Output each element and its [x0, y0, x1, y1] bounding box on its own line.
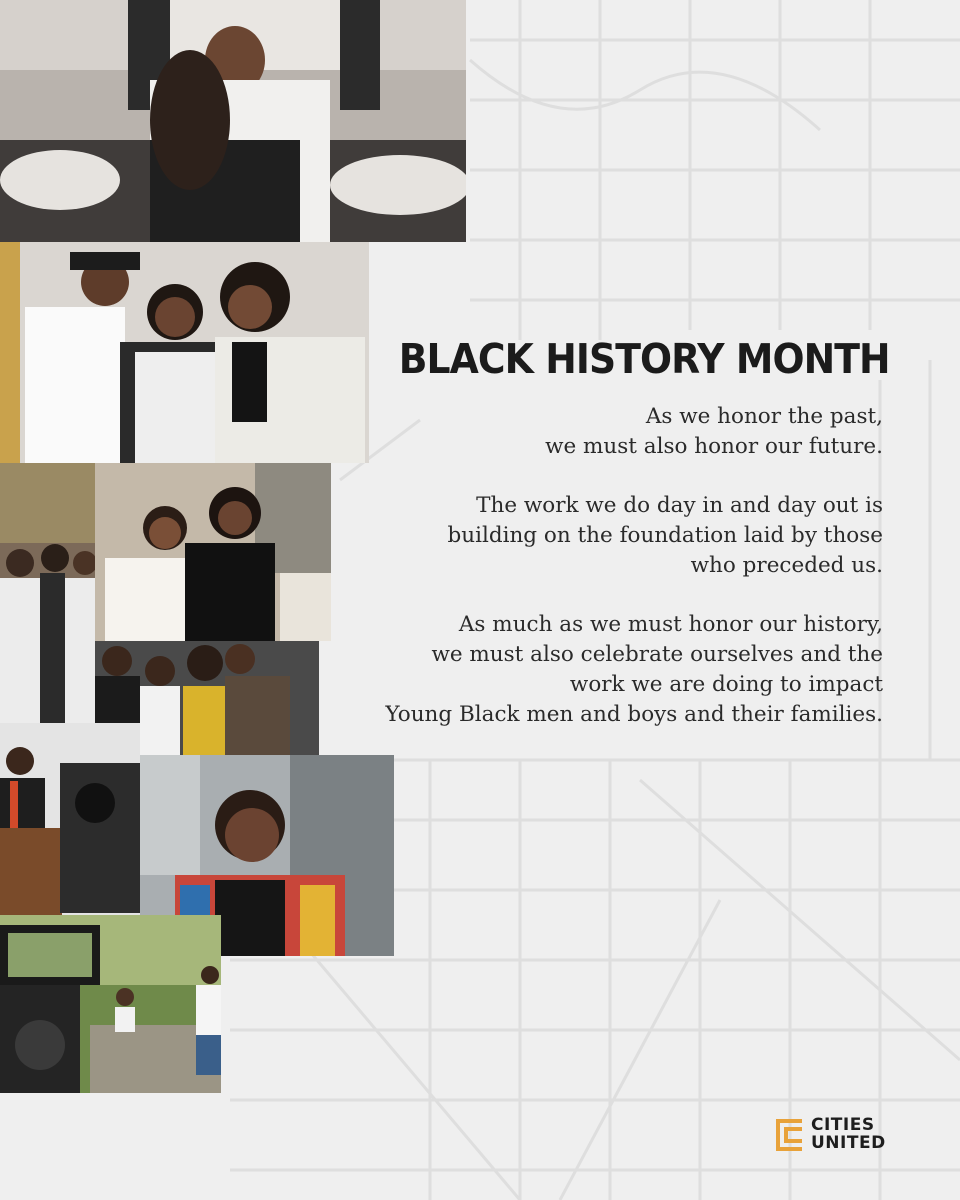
logo-text: [811, 1116, 886, 1152]
photo-two-women: [95, 463, 331, 641]
text-line: who preceded us.: [690, 553, 883, 578]
paragraph-1: [323, 402, 883, 462]
text-line: we must also celebrate ourselves and the: [431, 642, 883, 667]
text-line: we must also honor our future.: [545, 434, 883, 459]
headline: BLACK HISTORY MONTH: [398, 335, 890, 383]
photo-gala-hug: [0, 0, 466, 242]
logo-line-2: UNITED: [811, 1133, 886, 1153]
text-line: As much as we must honor our history,: [458, 612, 883, 637]
text-line: As we honor the past,: [645, 404, 883, 429]
text-line: Young Black men and boys and their families.: [385, 702, 883, 727]
paragraph-2: [323, 491, 883, 581]
body-text: [323, 402, 883, 759]
photo-crowd-outdoor: [0, 463, 95, 723]
paragraph-3: [323, 610, 883, 730]
cities-united-logo: [772, 1115, 892, 1155]
text-line: work we are doing to impact: [569, 672, 883, 697]
photo-film-crew: [0, 915, 221, 1093]
photo-trio-event: [0, 242, 369, 463]
logo-mark-icon: [772, 1117, 804, 1153]
photo-speaker-podium: [0, 723, 140, 915]
text-line: The work we do day in and day out is: [476, 493, 883, 518]
logo-line-1: CITIES: [811, 1115, 875, 1135]
text-line: building on the foundation laid by those: [447, 523, 883, 548]
